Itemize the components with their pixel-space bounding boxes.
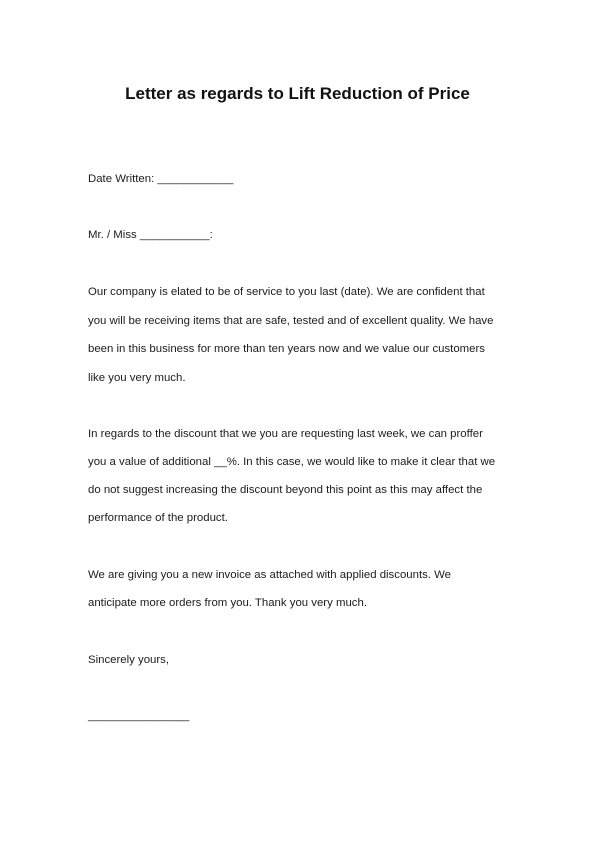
paragraph-3-line: We are giving you a new invoice as attached with applied discounts. We: [88, 569, 452, 581]
paragraph-2-line: In regards to the discount that we you are requesting last week, we can proffer: [88, 428, 483, 440]
salutation-line: Mr. / Miss ___________:: [88, 229, 213, 241]
paragraph-1-line: you will be receiving items that are safe, tested and of excellent quality. We have: [88, 315, 494, 327]
paragraph-2-line: do not suggest increasing the discount beyond this point as this may affect the: [88, 484, 483, 496]
paragraph-2-line: you a value of additional __%. In this case, we would like to make it clear that we: [88, 456, 496, 468]
paragraph-3-line: anticipate more orders from you. Thank you very much.: [88, 597, 367, 609]
paragraph-2-line: performance of the product.: [88, 512, 228, 524]
letter-title: Letter as regards to Lift Reduction of Price: [125, 84, 470, 103]
paragraph-1-line: been in this business for more than ten years now and we value our customers: [88, 343, 485, 355]
paragraph-1-line: like you very much.: [88, 372, 186, 384]
signature-line: ________________: [88, 710, 190, 722]
date-written-line: Date Written: ____________: [88, 173, 234, 185]
paragraph-1-line: Our company is elated to be of service to you last (date). We are confident that: [88, 286, 485, 298]
closing-line: Sincerely yours,: [88, 654, 170, 666]
